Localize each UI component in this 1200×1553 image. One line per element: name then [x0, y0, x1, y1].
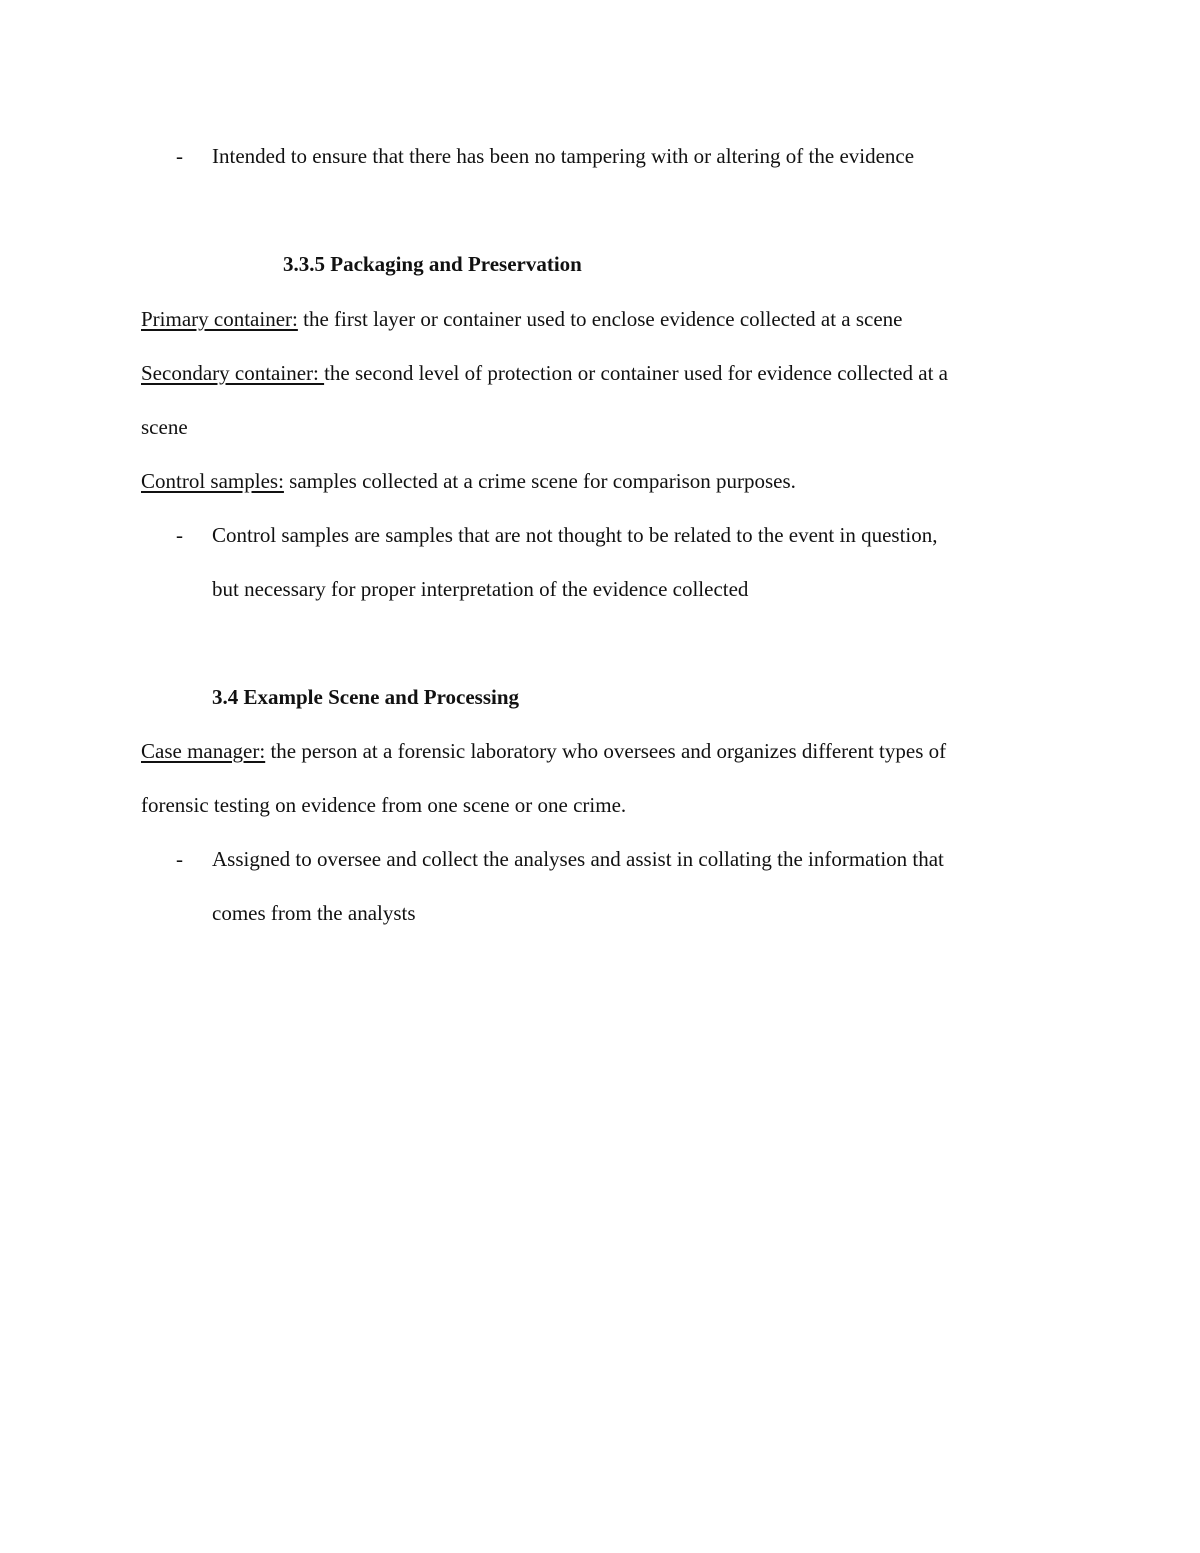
section-heading-335: 3.3.5 Packaging and Preservation — [283, 252, 582, 276]
bullet-marker: - — [176, 144, 183, 168]
term-case-manager: Case manager: — [141, 739, 266, 763]
definition-text-secondary-line1: the second level of protection or container used for evidence collected at a — [324, 361, 948, 385]
term-secondary-container: Secondary container: — [141, 361, 325, 385]
term-control-samples: Control samples: — [141, 469, 284, 493]
bullet-marker: - — [176, 523, 183, 547]
definition-case-manager — [141, 738, 946, 764]
definition-text-case-manager-line1: the person at a forensic laboratory who oversees and organizes different types of — [265, 739, 947, 763]
definition-text-primary: the first layer or container used to enclose evidence collected at a scene — [297, 307, 903, 331]
bullet-marker: - — [176, 847, 183, 871]
definition-text-case-manager-line2: forensic testing on evidence from one scene or one crime. — [141, 793, 627, 817]
definition-secondary-container — [141, 360, 948, 386]
section-heading-34: 3.4 Example Scene and Processing — [212, 685, 520, 709]
definition-text-control: samples collected at a crime scene for comparison purposes. — [283, 469, 796, 493]
case-manager-bullet-line2: comes from the analysts — [212, 901, 416, 925]
intro-bullet-text: Intended to ensure that there has been no tampering with or altering of the evidence — [212, 144, 915, 168]
case-manager-bullet-line1: Assigned to oversee and collect the analyses and assist in collating the information that — [212, 847, 944, 871]
term-primary-container: Primary container: — [141, 307, 298, 331]
control-bullet-line2: but necessary for proper interpretation of the evidence collected — [212, 577, 749, 601]
control-bullet-line1: Control samples are samples that are not thought to be related to the event in question, — [212, 523, 938, 547]
definition-text-secondary-line2: scene — [141, 415, 188, 439]
definition-primary-container — [141, 306, 903, 332]
definition-control-samples — [141, 468, 796, 494]
